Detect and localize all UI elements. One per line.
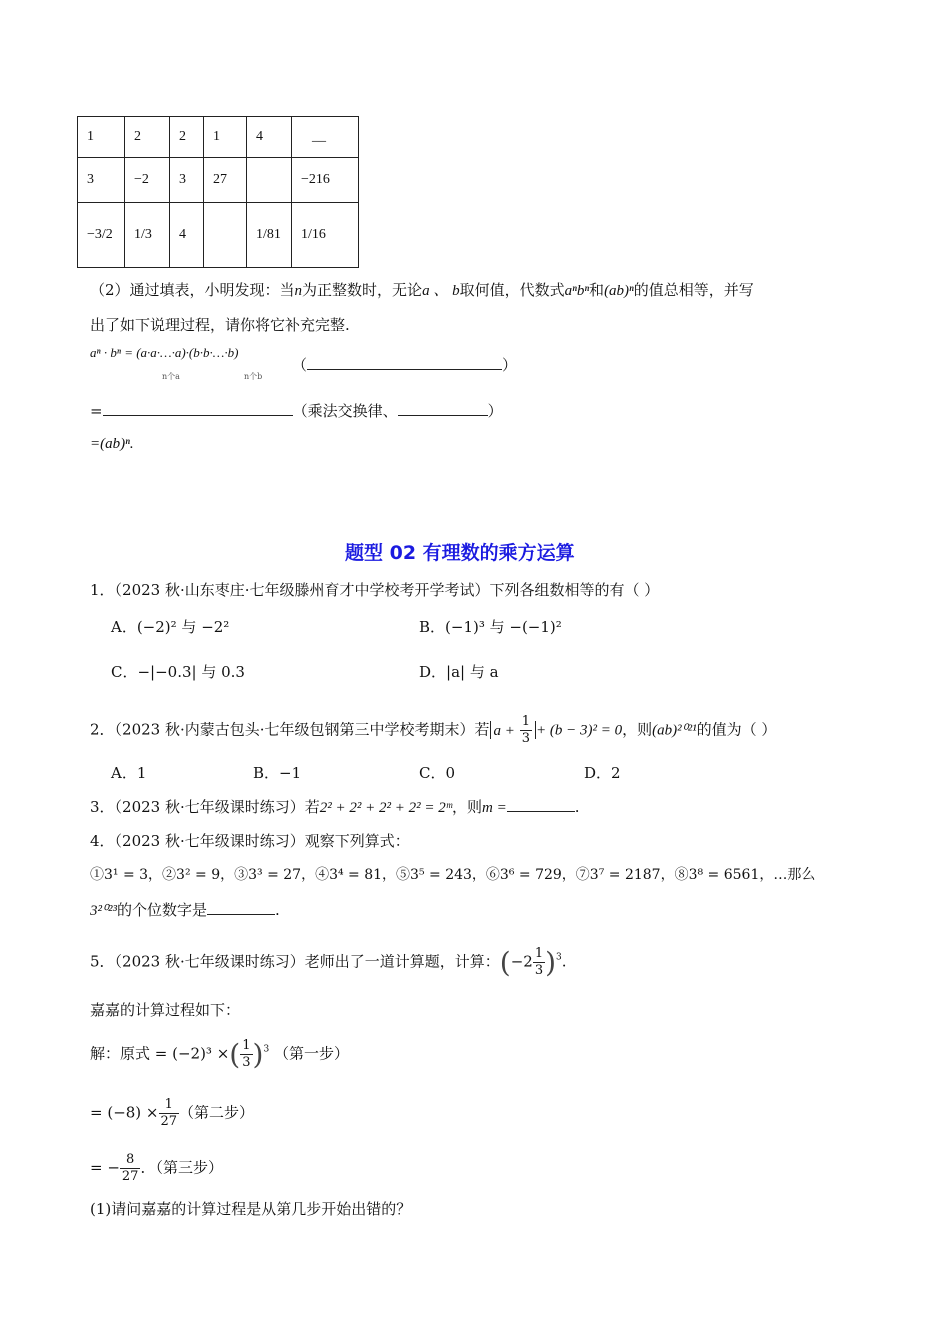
text: 和 xyxy=(589,281,605,299)
text: = − xyxy=(90,1158,120,1177)
text: 5．（2023 秋·七年级课时练习）老师出了一道计算题，计算： xyxy=(90,952,500,971)
q5-solution-step3 xyxy=(90,1152,223,1185)
denominator: 3 xyxy=(242,1055,251,1070)
text: 的个位数字是 xyxy=(117,901,208,919)
expr: 2² + 2² + 2² + 2² = 2ᵐ xyxy=(319,800,452,816)
text: . xyxy=(561,952,567,971)
q1-stem: 1．（2023 秋·山东枣庄·七年级滕州育才中学校考开学考试）下列各组数相等的有（ ） xyxy=(90,581,660,599)
text: 的值为（ ） xyxy=(696,720,777,739)
paren: ( xyxy=(499,946,511,979)
q5-subquestion-1: (1)请问嘉嘉的计算过程是从第几步开始出错的？ xyxy=(90,1200,412,1218)
text: 取何值，代数式 xyxy=(459,281,565,299)
part2-intro xyxy=(90,279,754,300)
table-cell: 1 xyxy=(204,117,247,158)
text: 为正整数时，无论 xyxy=(302,281,423,299)
text: + (b − 3)² = 0 xyxy=(535,722,623,739)
numerator: 1 xyxy=(242,1038,251,1053)
part2-step1 xyxy=(90,345,238,361)
text: （乘法交换律、 xyxy=(292,402,398,420)
paren: ) xyxy=(545,946,557,979)
text: ） xyxy=(487,402,503,420)
table-cell: 1/81 xyxy=(247,203,292,268)
q5-solution-step1 xyxy=(90,1038,349,1071)
text: ，则 xyxy=(622,720,653,739)
denominator: 3 xyxy=(521,731,530,746)
q4-stem: 4．（2023 秋·七年级课时练习）观察下列算式： xyxy=(90,832,410,850)
reason-blank-1[interactable] xyxy=(292,354,517,375)
text: 2．（2023 秋·内蒙古包头·七年级包钢第三中学校考期末）若 xyxy=(90,720,490,739)
fraction xyxy=(240,1038,252,1071)
table-cell: 3 xyxy=(78,158,125,203)
table-cell: −3/2 xyxy=(78,203,125,268)
numerator: 1 xyxy=(159,1097,180,1114)
abs-expr xyxy=(490,714,536,746)
q1-option-c[interactable]: C．−|−0.3| 与 0.3 xyxy=(111,663,245,681)
numerator: 1 xyxy=(534,946,544,961)
expr: aⁿ · bⁿ = (a·a·…·a)·(b·b·…·b) xyxy=(90,345,239,360)
table-cell: 1/3 xyxy=(125,203,170,268)
q2-option-a[interactable]: A．1 xyxy=(111,764,147,782)
text: 3．（2023 秋·七年级课时练习）若 xyxy=(90,798,320,816)
exponent-table xyxy=(77,116,359,268)
q2-option-d[interactable]: D．2 xyxy=(584,764,621,782)
text: ，则 xyxy=(452,798,483,816)
table-cell xyxy=(247,158,292,203)
exponent: 3 xyxy=(263,1044,270,1055)
q1-option-b[interactable]: B．(−1)³ 与 −(−1)² xyxy=(419,618,562,636)
expr: (ab)²⁰²¹ xyxy=(652,722,697,739)
text: −2 xyxy=(510,952,533,971)
fraction xyxy=(120,1152,141,1185)
q1-option-d[interactable]: D．|a| 与 a xyxy=(419,663,499,681)
q5-solution-step2 xyxy=(90,1097,254,1130)
text: （ xyxy=(292,356,308,374)
table-cell: 1/16 xyxy=(292,203,359,268)
denominator: 3 xyxy=(534,963,544,978)
blank[interactable] xyxy=(398,401,488,416)
q5-stem xyxy=(90,946,567,979)
section-title: 题型 02 有理数的乘方运算 xyxy=(345,542,575,564)
table-cell: 4 xyxy=(247,117,292,158)
q3-stem xyxy=(90,796,580,817)
expr: (ab)ⁿ xyxy=(604,283,634,299)
q4-sequence: ①3¹ = 3，②3² = 9，③3³ = 27，④3⁴ = 81，⑤3⁵ = 243，⑥3⁶ = 729，⑦3⁷ = 2187，⑧3⁸ = 6561，…那么 xyxy=(90,867,816,883)
text: . xyxy=(574,798,580,816)
text: （第二步） xyxy=(179,1103,255,1122)
fraction xyxy=(520,714,532,747)
part2-step3: =(ab)ⁿ. xyxy=(90,436,134,452)
q5-jj: 嘉嘉的计算过程如下： xyxy=(90,1001,241,1019)
label-n-b: n个b xyxy=(244,372,263,381)
text: 解：原式 = (−2)³ × xyxy=(90,1044,230,1063)
expr: 3²⁰²³ xyxy=(90,903,118,919)
table-cell: 1 xyxy=(78,117,125,158)
table-cell: −2 xyxy=(125,158,170,203)
table-cell: 4 xyxy=(170,203,204,268)
part2-line2: 出了如下说理过程，请你将它补充完整. xyxy=(90,316,350,334)
paren: ) xyxy=(252,1038,264,1071)
table-cell: 2 xyxy=(125,117,170,158)
numerator: 8 xyxy=(120,1152,141,1169)
text: （第一步） xyxy=(273,1044,349,1063)
answer-blank[interactable] xyxy=(507,797,575,812)
answer-blank[interactable] xyxy=(207,900,275,915)
q2-stem xyxy=(90,714,776,747)
expr: aⁿbⁿ xyxy=(564,283,590,299)
q2-option-b[interactable]: B．−1 xyxy=(253,764,302,782)
expr: m = xyxy=(482,800,507,816)
blank[interactable] xyxy=(307,355,502,370)
text: ．（第三步） xyxy=(140,1158,223,1177)
q2-option-c[interactable]: C．0 xyxy=(419,764,456,782)
label-n-a: n个a xyxy=(162,372,180,381)
numerator: 1 xyxy=(521,714,530,729)
table-cell: 2 xyxy=(170,117,204,158)
exponent: 3 xyxy=(556,952,562,963)
fraction xyxy=(159,1097,180,1130)
fraction xyxy=(533,946,545,979)
paren: ( xyxy=(229,1038,241,1071)
denominator: 27 xyxy=(160,1114,178,1129)
table-cell: 3 xyxy=(170,158,204,203)
text: = xyxy=(90,402,103,420)
denominator: 27 xyxy=(121,1169,139,1184)
blank[interactable] xyxy=(103,401,293,416)
text: = (−8) × xyxy=(90,1103,159,1122)
q1-option-a[interactable]: A．(−2)² 与 −2² xyxy=(111,618,230,636)
q4-question xyxy=(90,899,280,920)
var-ab: a 、 b xyxy=(422,283,460,299)
part2-step2 xyxy=(90,400,503,421)
text: a + xyxy=(493,722,515,739)
var-n: n xyxy=(294,283,303,299)
table-cell: __ xyxy=(292,117,359,158)
text: （2）通过填表，小明发现：当 xyxy=(90,281,295,299)
table-cell: −216 xyxy=(292,158,359,203)
text: ） xyxy=(502,356,518,374)
text: . xyxy=(275,901,280,919)
table-cell: 27 xyxy=(204,158,247,203)
text: 的值总相等，并写 xyxy=(633,281,754,299)
table-cell xyxy=(204,203,247,268)
